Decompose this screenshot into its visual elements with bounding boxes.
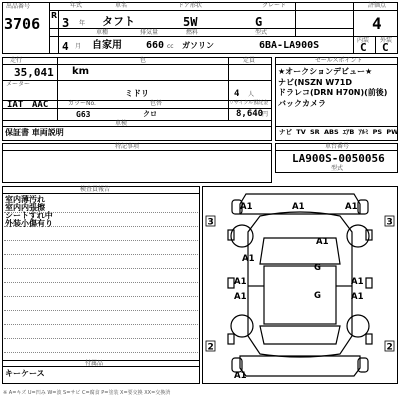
- code-front-mid: A1: [292, 202, 305, 212]
- fuel-label: 燃料: [186, 29, 199, 36]
- doors-label: ドア形状: [178, 2, 202, 9]
- displacement: 660: [146, 40, 165, 51]
- exterior-grade: C: [382, 41, 389, 54]
- grade-label: グレード: [262, 2, 287, 9]
- option-item: ｱﾙﾐ: [358, 128, 369, 136]
- option-item: ABS: [323, 128, 339, 136]
- notes-label: 特記事項: [115, 143, 140, 150]
- color-label: 色: [140, 57, 147, 64]
- air-conditioning: AAC: [32, 100, 49, 110]
- exterior-label: 外装: [380, 37, 393, 44]
- sales-points-list: [278, 67, 387, 109]
- code-front-left: A1: [240, 202, 253, 212]
- sales-point-line: ナビ(NSZN W71D: [278, 77, 352, 87]
- model-label: 車名: [115, 2, 128, 9]
- vehicle-diagram: [202, 186, 398, 384]
- code-rear-right-door: A1: [351, 292, 364, 302]
- inspector-title: 検査員報告: [80, 186, 111, 193]
- option-item: PW: [386, 128, 399, 136]
- color-change: クロ: [143, 110, 157, 118]
- seats-unit: 人: [248, 91, 255, 98]
- code-front-right: A1: [345, 202, 358, 212]
- code-hood: G: [314, 263, 321, 273]
- mileage-unit: km: [72, 66, 90, 77]
- year: 3: [62, 16, 70, 30]
- era: R: [51, 11, 58, 20]
- color-no-label: カラーNo.: [68, 100, 96, 107]
- recycle-unit: 円: [262, 111, 269, 118]
- doors: 5W: [183, 15, 198, 29]
- marker-top-right: 3: [386, 217, 393, 228]
- marker-bottom-left: 2: [207, 342, 214, 353]
- code-rear-mid: A1: [234, 371, 247, 381]
- option-item: SR: [310, 128, 320, 136]
- seats: 4: [234, 89, 240, 99]
- score-label: 評価点: [368, 2, 387, 9]
- equipment-notes: 保証書 車両説明: [5, 128, 64, 137]
- interior-label: 内装: [357, 37, 370, 44]
- inspector-item: シートすれ中: [5, 211, 53, 220]
- chassis-code: 6BA-LA900S: [259, 40, 320, 51]
- lot-number: 3706: [4, 15, 41, 33]
- mileage-label: 走行: [10, 57, 23, 64]
- fuel: ガソリン: [182, 41, 214, 50]
- code-right-front: A1: [316, 237, 329, 247]
- inspector-item: 室内内張擦: [5, 203, 45, 212]
- transmission: IAT: [7, 100, 24, 110]
- year-label: 年式: [70, 2, 83, 9]
- code-roof: G: [314, 291, 321, 301]
- chassis-number: LA900S-0050056: [292, 152, 385, 165]
- chassis-note: 型式: [331, 165, 344, 172]
- option-list: [279, 129, 398, 136]
- mileage: 35,041: [14, 66, 54, 79]
- lot-label: 出品番号: [6, 3, 31, 10]
- sales-point-line: バックカメラ: [278, 98, 326, 108]
- month: 4: [62, 40, 69, 53]
- interior-grade: C: [360, 41, 367, 54]
- code-rear-left-door: A1: [234, 292, 247, 302]
- usage-label: 車種: [96, 29, 109, 36]
- code-right-rear: A1: [351, 277, 364, 287]
- odometer-label: メーター: [6, 81, 31, 88]
- option-item: TV: [296, 128, 306, 136]
- marker-top-left: 3: [207, 217, 214, 228]
- month-unit: 月: [75, 43, 82, 50]
- marker-bottom-right: 2: [386, 342, 393, 353]
- color-no: G63: [76, 110, 91, 119]
- rear-bumper-outline: [240, 356, 360, 376]
- option-item: PS: [372, 128, 383, 136]
- footer-legend: ※ A=キズ U=凹み W=波 S=サビ C=腐食 P=塗装 X=要交換 XX=交換済: [3, 390, 171, 396]
- color: ミドリ: [125, 89, 149, 98]
- sales-point-line: ドラレコ(DRN H70N)(前後): [278, 88, 388, 97]
- recycle-label: リサイクル預託金: [229, 100, 269, 106]
- accessory-value: キーケース: [5, 369, 45, 378]
- color-change-label: 色替: [150, 100, 163, 107]
- usage: 自家用: [92, 40, 122, 51]
- inspector-item: 外装小傷有り: [5, 219, 53, 228]
- displacement-label: 排気量: [140, 29, 159, 36]
- displacement-unit: cc: [167, 43, 174, 50]
- chassis-title: 車台番号: [325, 143, 350, 150]
- roof-panel: [264, 266, 336, 324]
- sales-point-line: ★オークションデビュー★: [278, 67, 373, 76]
- accessory-title: 付属品: [85, 360, 104, 367]
- year-suffix: 年: [79, 20, 86, 27]
- recycle: 8,640: [236, 109, 264, 119]
- inspector-item: 室内薄汚れ: [5, 195, 45, 204]
- score: 4: [372, 14, 382, 33]
- model: タフト: [102, 15, 135, 28]
- option-item: ナビ: [279, 128, 292, 136]
- rear-window: [260, 326, 340, 344]
- inspection-label: 車検: [115, 120, 128, 127]
- seats-label: 定員: [243, 57, 256, 64]
- sales-points-title: セールスポイント: [315, 57, 363, 64]
- option-item: ｴｱB: [342, 128, 355, 136]
- chassis-label: 型式: [255, 29, 268, 36]
- code-left-front: A1: [242, 254, 255, 264]
- grade: G: [255, 15, 263, 29]
- code-left-rear: A1: [234, 277, 247, 287]
